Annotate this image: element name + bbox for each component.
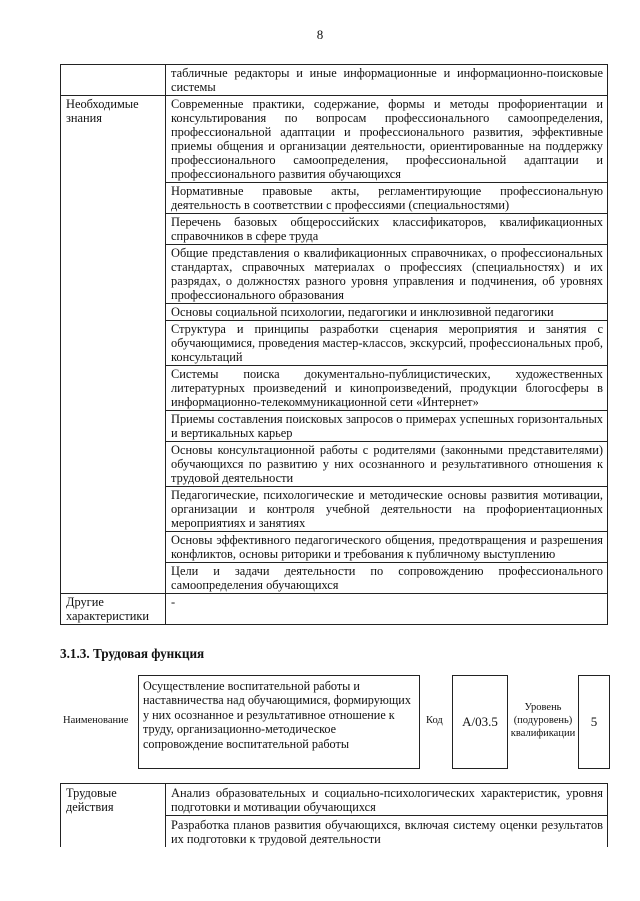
code-value: A/03.5 xyxy=(452,675,508,769)
knowledge-item: Цели и задачи деятельности по сопровождению профессионального самоопределения обучающихся xyxy=(166,563,608,594)
table-row xyxy=(61,65,608,96)
code-label: Код xyxy=(426,715,443,726)
table-row xyxy=(61,784,608,816)
labor-actions-table xyxy=(60,783,608,847)
labor-function-header xyxy=(60,675,610,771)
knowledge-item: Основы социальной психологии, педагогики и инклюзивной педагогики xyxy=(166,304,608,321)
knowledge-item: Перечень базовых общероссийских классификаторов, квалификационных справочников в сфере труда xyxy=(166,214,608,245)
knowledge-item: Нормативные правовые акты, регламентирующие профессиональную деятельность в соответствии с профессиями (специальностями) xyxy=(166,183,608,214)
section-title: 3.1.3. Трудовая функция xyxy=(60,646,205,661)
knowledge-item: Основы консультационной работы с родителями (законными представителями) обучающихся по развитию у них осознанного и результативного отношения к трудовой деятельности xyxy=(166,442,608,487)
table-row xyxy=(61,594,608,625)
knowledge-item: Педагогические, психологические и методические основы развития мотивации, организации и контроля учебной деятельности на профориентационных мероприятиях и занятиях xyxy=(166,487,608,532)
requirements-table xyxy=(60,64,608,625)
page-number: 8 xyxy=(316,27,324,42)
table-row xyxy=(61,96,608,183)
name-label: Наименование xyxy=(63,715,129,726)
knowledge-item: Основы эффективного педагогического общения, предотвращения и разрешения конфликтов, основы риторики и требования к публичному выступлению xyxy=(166,532,608,563)
level-label: Уровень (подуровень) квалификации xyxy=(510,702,576,739)
knowledge-item: Современные практики, содержание, формы и методы профориентации и консультирования по вопросам профессионального самоопределения, профессиональной адаптации и профессионального развития, эффективные приемы общения и организации деятельности, ориентированные на поддержку профессионального самоопределения, профессиональной адаптации и профессионального развития обучающихся xyxy=(166,96,608,183)
knowledge-item: Общие представления о квалификационных справочниках, о профессиональных стандартах, справочных материалах о профессиях (специальностях) и их разрядах, о должностях разного уровня управления и подчинения, об уровнях профессионального образования xyxy=(166,245,608,304)
knowledge-item: Приемы составления поисковых запросов о примерах успешных горизонтальных и вертикальных карьер xyxy=(166,411,608,442)
knowledge-item: Системы поиска документально-публицистических, художественных литературных произведений и кинопроизведений, продукции блогосферы в информационно-телекоммуникационной сети «Интернет» xyxy=(166,366,608,411)
level-value: 5 xyxy=(578,675,610,769)
labor-actions-label: Трудовые действия xyxy=(61,784,166,848)
top-row-text: табличные редакторы и иные информационные и информационно-поисковые системы xyxy=(166,65,608,96)
other-characteristics-label: Другие характеристики xyxy=(61,594,166,625)
knowledge-label: Необходимые знания xyxy=(61,96,166,594)
name-value: Осуществление воспитательной работы и наставничества над обучающимися, формирующих у них осознанное и результативное отношение к труду, организационно-методическое сопровождение воспитательной работы xyxy=(138,675,420,769)
labor-action-item: Разработка планов развития обучающихся, включая систему оценки результатов их подготовки к трудовой деятельности xyxy=(166,816,608,848)
knowledge-item: Структура и принципы разработки сценария мероприятия и занятия с обучающимися, проведения мастер-классов, экскурсий, профессиональных проб, консультаций xyxy=(166,321,608,366)
labor-action-item: Анализ образовательных и социально-психологических характеристик, уровня подготовки и мотивации обучающихся xyxy=(166,784,608,816)
empty-label-cell xyxy=(61,65,166,96)
other-characteristics-value: - xyxy=(166,594,608,625)
